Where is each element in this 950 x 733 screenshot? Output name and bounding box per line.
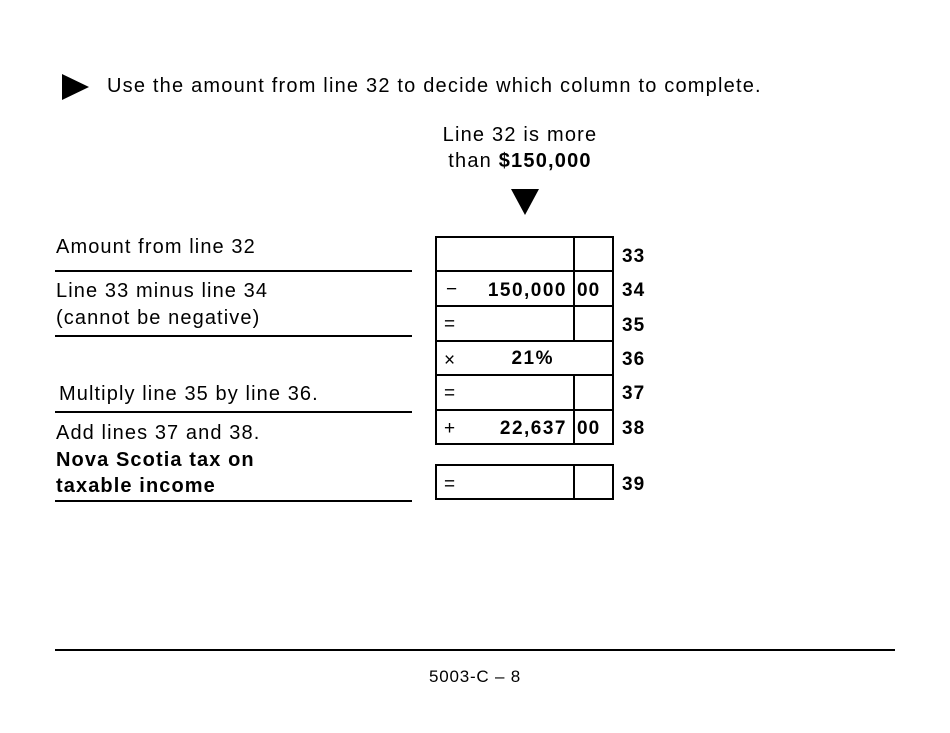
threshold-amount: $150,000 [498,150,592,172]
footer-rule [55,649,895,651]
times-sign: × [444,350,456,371]
line-number-38: 38 [622,418,646,439]
row-divider [435,270,614,272]
minus-sign: − [446,279,458,300]
line-number-37: 37 [622,383,646,404]
column-header [415,122,625,174]
label-line-37: Multiply line 35 by line 36. [59,383,319,405]
line-39-dollars-input[interactable] [460,466,573,498]
line-36-rate: 21% [511,348,554,369]
line-number-36: 36 [622,349,646,370]
line-number-34: 34 [622,280,646,301]
label-line-38: Add lines 37 and 38. [56,422,261,444]
label-line-33: Amount from line 32 [56,236,256,258]
row-divider [435,409,614,411]
equals-sign: = [444,314,456,335]
label-line-39-b: taxable income [56,475,216,497]
line-37-cents-input[interactable] [575,376,612,409]
label-rule [55,270,412,272]
equals-sign: = [444,383,456,404]
column-header-line2: than $150,000 [448,150,592,172]
line-38-cents: 00 [577,418,601,439]
label-rule [55,335,412,337]
label-rule [55,411,412,413]
line-35-dollars-input[interactable] [460,307,573,340]
line-number-39: 39 [622,474,646,495]
label-rule [55,500,412,502]
line-35-cents-input[interactable] [575,307,612,340]
line-39-cents-input[interactable] [575,466,612,498]
row-divider [435,340,614,342]
label-line-35-a: Line 33 minus line 34 [56,280,269,302]
line-number-33: 33 [622,246,646,267]
line-number-35: 35 [622,315,646,336]
line-33-dollars-input[interactable] [437,238,573,270]
instruction-text: Use the amount from line 32 to decide which column to complete. [107,75,762,97]
arrow-right-icon [62,74,89,100]
equals-sign: = [444,474,456,495]
line-37-dollars-input[interactable] [460,376,573,409]
line-38-amount: 22,637 [499,418,567,439]
column-header-line1: Line 32 is more [442,124,598,146]
arrow-down-icon [511,189,539,215]
plus-sign: + [444,418,456,439]
label-line-35-b: (cannot be negative) [56,307,261,329]
line-34-cents: 00 [577,280,601,301]
line-33-cents-input[interactable] [575,238,612,270]
page-number: 5003-C – 8 [428,667,522,686]
label-line-39-a: Nova Scotia tax on [56,449,255,471]
line-34-amount: 150,000 [487,280,567,301]
